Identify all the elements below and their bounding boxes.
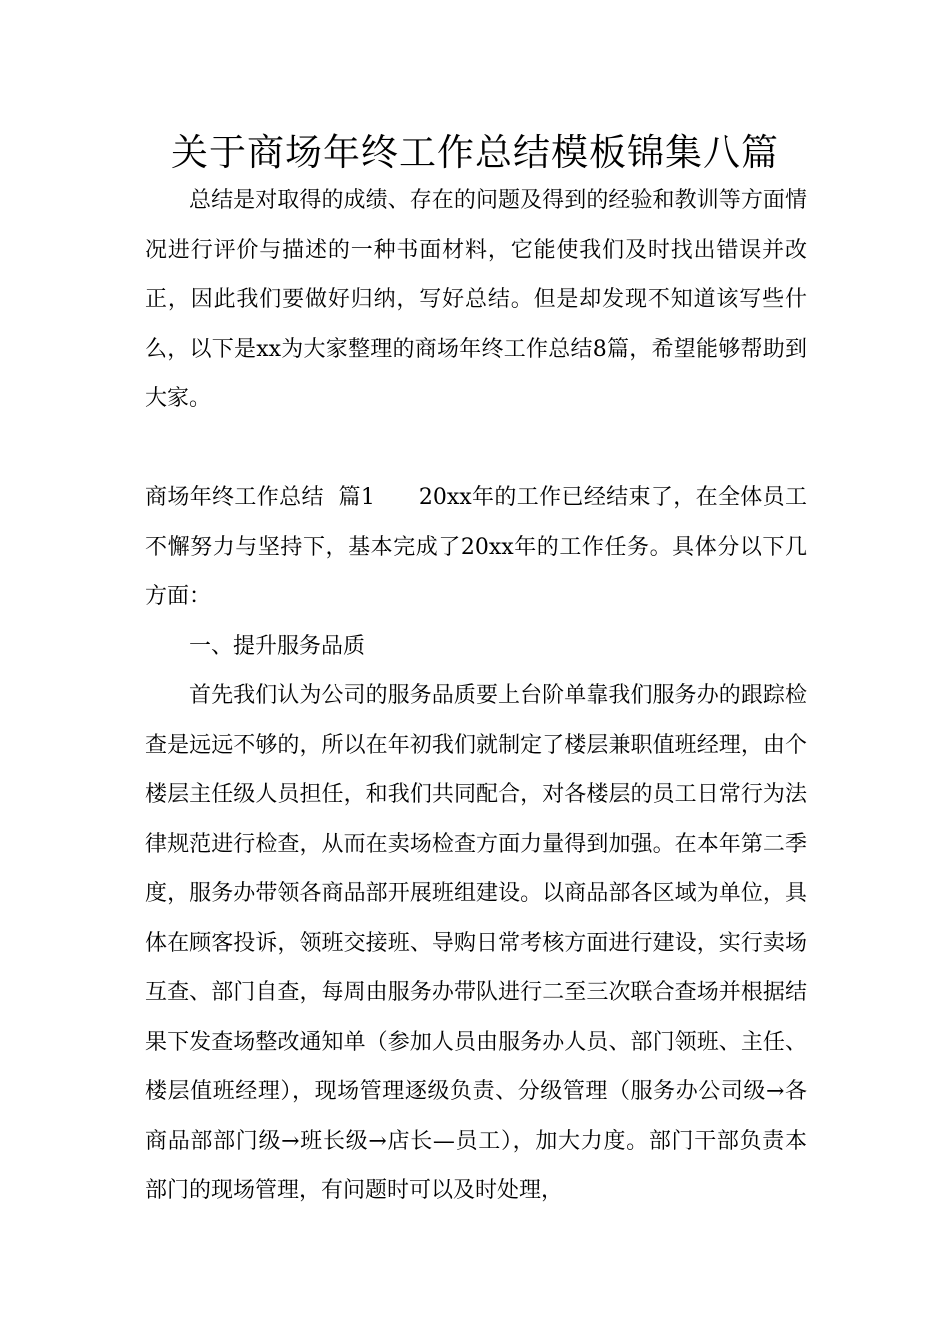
section-1-paragraph [145,473,807,622]
section-1-heading: 商场年终工作总结 篇1 [145,485,375,510]
service-quality-paragraph: 首先我们认为公司的服务品质要上台阶单靠我们服务办的跟踪检查是远远不够的，所以在年初我们就制定了楼层兼职值班经理，由个楼层主任级人员担任，和我们共同配合，对各楼层的员工日常行为法律规范进行检查，从而在卖场检查方面力量得到加强。在本年第二季度，服务办带领各商品部开展班组建设。以商品部各区域为单位，具体在顾客投诉，领班交接班、导购日常考核方面进行建设，实行卖场互查、部门自查，每周由服务办带队进行二至三次联合查场并根据结果下发查场整改通知单（参加人员由服务办人员、部门领班、主任、楼层值班经理），现场管理逐级负责、分级管理（服务办公司级→各商品部部门级→班长级→店长—员工），加大力度。部门干部负责本部门的现场管理，有问题时可以及时处理， [145,683,807,1203]
subheading-service-quality: 一、提升服务品质 [189,633,366,659]
paragraph-spacer [145,424,807,474]
document-body [145,176,807,1216]
intro-paragraph: 总结是对取得的成绩、存在的问题及得到的经验和教训等方面情况进行评价与描述的一种书面材料，它能使我们及时找出错误并改正，因此我们要做好归纳，写好总结。但是却发现不知道该写些什么，以下是xx为大家整理的商场年终工作总结8篇，希望能够帮助到大家。 [145,188,807,411]
section-1-lead: 20xx年的工作已经结束了，在全体员工不懈努力与坚持下，基本完成了20xx年的工作任务。具体分以下几方面： [145,485,808,609]
document-title: 关于商场年终工作总结模板锦集八篇 [171,131,779,174]
